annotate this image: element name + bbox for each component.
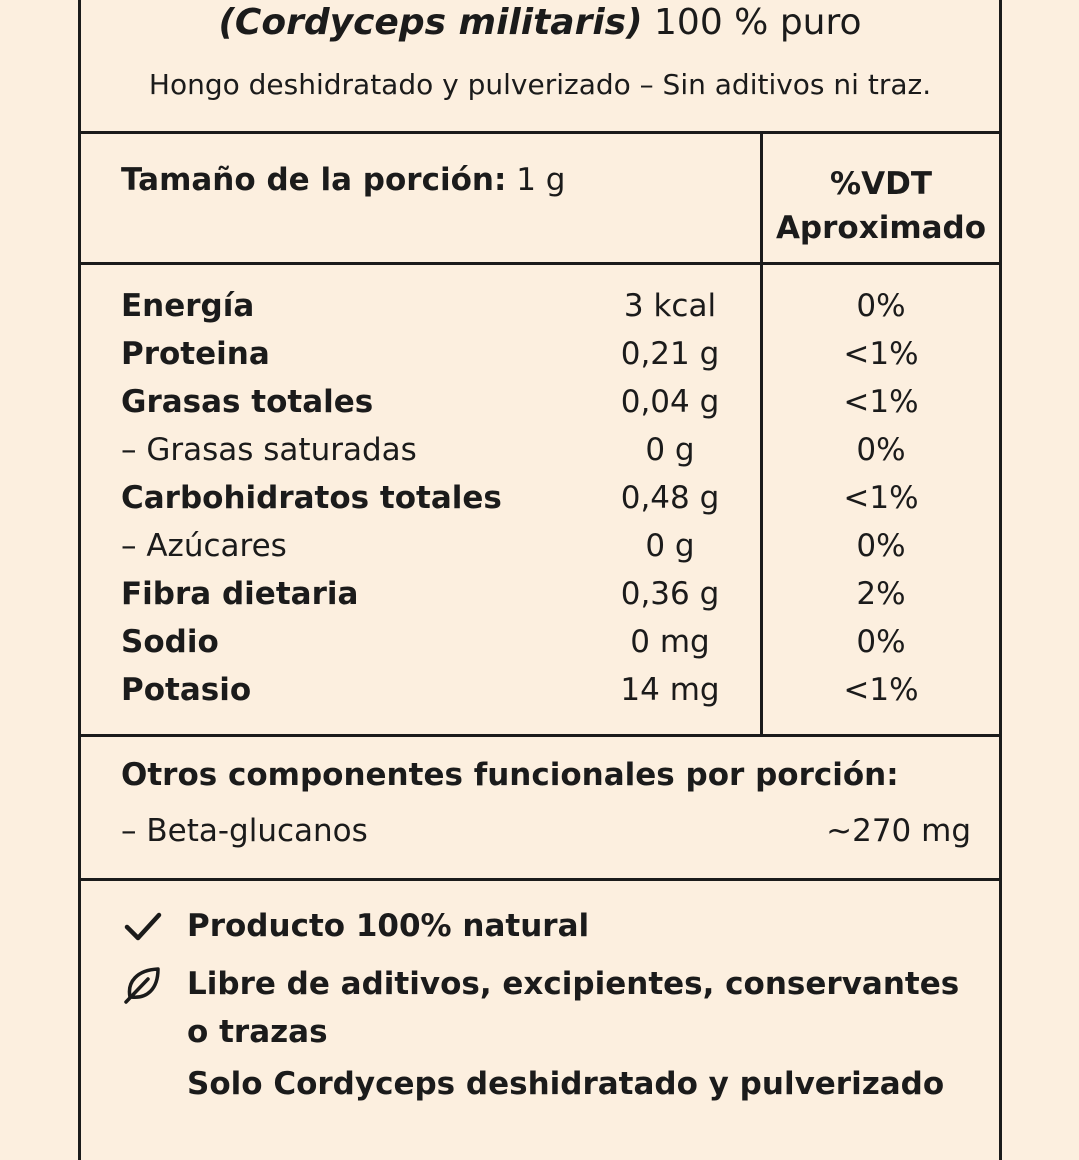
nutrient-name: Carbohidratos totales	[121, 480, 502, 516]
nutrient-amount: 0,36 g	[620, 576, 720, 612]
serving-size-label: Tamaño de la porción:	[121, 162, 507, 198]
divider	[81, 734, 999, 737]
nutrient-name: Energía	[121, 288, 255, 324]
check-icon	[121, 904, 165, 948]
dv-header-line1: %VDT	[830, 166, 932, 202]
nutrient-row	[81, 330, 999, 378]
beta-glucans-amount: ~270 mg	[826, 813, 971, 849]
nutrient-name: – Grasas saturadas	[121, 432, 417, 468]
nutrient-row	[81, 378, 999, 426]
nutrient-row	[81, 282, 999, 330]
feature-text: Libre de aditivos, excipientes, conservantes o trazas	[187, 966, 960, 1050]
nutrition-label	[78, 0, 1002, 1160]
divider	[81, 262, 999, 265]
nutrient-amount: 0,04 g	[620, 384, 720, 420]
nutrient-row	[81, 570, 999, 618]
nutrient-amount: 0,21 g	[620, 336, 720, 372]
nutrient-dv: 0%	[856, 288, 906, 324]
nutrient-amount: 3 kcal	[623, 288, 717, 324]
nutrient-name: Grasas totales	[121, 384, 374, 420]
leaf-icon	[121, 962, 165, 1006]
divider	[81, 878, 999, 881]
product-description: Hongo deshidratado y pulverizado – Sin aditivos ni traz.	[148, 68, 932, 101]
purity-text: 100 % puro	[642, 2, 862, 43]
nutrient-dv: <1%	[843, 384, 919, 420]
product-subtitle	[81, 2, 999, 43]
nutrient-row	[81, 426, 999, 474]
nutrient-amount: 0,48 g	[620, 480, 720, 516]
nutrient-row	[81, 618, 999, 666]
beta-glucans-name: – Beta-glucanos	[121, 813, 368, 849]
dv-column-header	[763, 162, 999, 250]
scientific-name: (Cordyceps militaris)	[218, 2, 643, 43]
feature-text: Solo Cordyceps deshidratado y pulverizado	[187, 1066, 945, 1102]
nutrient-dv: 0%	[856, 432, 906, 468]
dv-header-line2: Aproximado	[775, 210, 987, 246]
nutrient-name: Fibra dietaria	[121, 576, 359, 612]
divider	[81, 131, 999, 134]
nutrient-dv: 0%	[856, 528, 906, 564]
nutrient-dv: <1%	[843, 336, 919, 372]
feature-text: Producto 100% natural	[187, 908, 590, 944]
nutrient-name: Proteina	[121, 336, 270, 372]
nutrient-dv: <1%	[843, 480, 919, 516]
nutrient-amount: 0 g	[645, 528, 695, 564]
nutrient-amount: 0 mg	[630, 624, 710, 660]
serving-size-value: 1 g	[506, 162, 566, 198]
nutrient-dv: 2%	[856, 576, 906, 612]
nutrient-dv: 0%	[856, 624, 906, 660]
nutrient-row	[81, 474, 999, 522]
nutrient-name: Potasio	[121, 672, 252, 708]
serving-size	[121, 162, 565, 198]
nutrient-row	[81, 522, 999, 570]
nutrient-amount: 14 mg	[620, 672, 720, 708]
nutrient-dv: <1%	[843, 672, 919, 708]
nutrient-row	[81, 666, 999, 714]
nutrient-name: Sodio	[121, 624, 219, 660]
nutrient-amount: 0 g	[645, 432, 695, 468]
other-components-title: Otros componentes funcionales por porción:	[121, 757, 899, 793]
nutrient-name: – Azúcares	[121, 528, 287, 564]
